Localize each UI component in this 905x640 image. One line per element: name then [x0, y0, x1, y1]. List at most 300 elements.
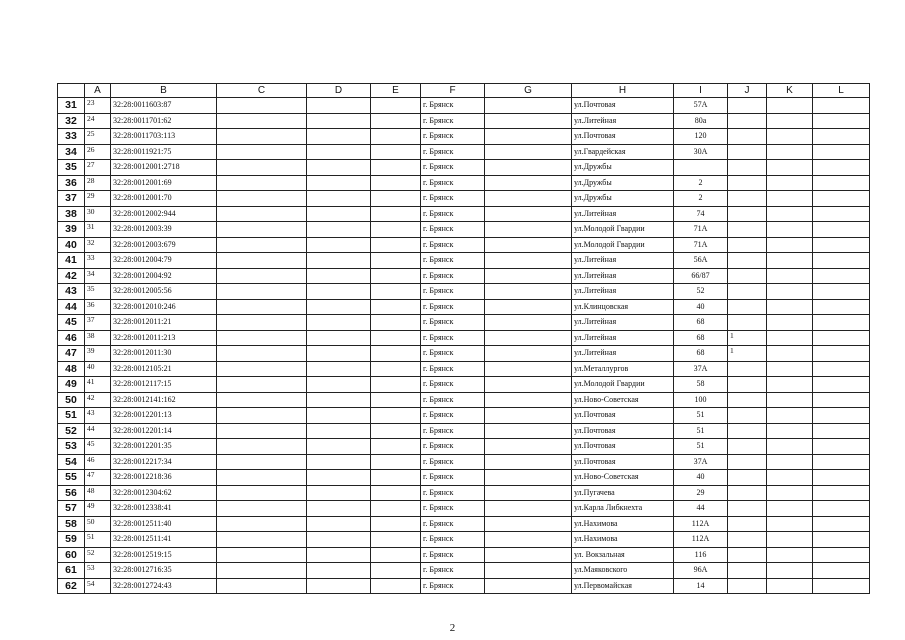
- row-number[interactable]: 32: [58, 113, 85, 129]
- column-header-k[interactable]: K: [767, 84, 813, 98]
- cell-l[interactable]: [813, 191, 870, 207]
- cell-e[interactable]: [371, 361, 421, 377]
- cell-a[interactable]: 40: [85, 361, 111, 377]
- cell-f[interactable]: г. Брянск: [421, 408, 485, 424]
- cell-h[interactable]: ул.Карла Либкнехта: [572, 501, 674, 517]
- cell-f[interactable]: г. Брянск: [421, 346, 485, 362]
- cell-j[interactable]: [728, 222, 767, 238]
- cell-i[interactable]: 74: [674, 206, 728, 222]
- row-number[interactable]: 51: [58, 408, 85, 424]
- cell-i[interactable]: 68: [674, 315, 728, 331]
- cell-b[interactable]: 32:28:0012218:36: [111, 470, 217, 486]
- cell-f[interactable]: г. Брянск: [421, 423, 485, 439]
- row-number[interactable]: 58: [58, 516, 85, 532]
- cell-f[interactable]: г. Брянск: [421, 361, 485, 377]
- cell-j[interactable]: [728, 113, 767, 129]
- cell-e[interactable]: [371, 423, 421, 439]
- cell-g[interactable]: [485, 485, 572, 501]
- cell-h[interactable]: ул.Молодой Гвардии: [572, 377, 674, 393]
- cell-k[interactable]: [767, 129, 813, 145]
- cell-i[interactable]: 2: [674, 175, 728, 191]
- cell-b[interactable]: 32:28:0012005:56: [111, 284, 217, 300]
- cell-d[interactable]: [307, 315, 371, 331]
- cell-i[interactable]: 100: [674, 392, 728, 408]
- cell-j[interactable]: [728, 470, 767, 486]
- cell-l[interactable]: [813, 501, 870, 517]
- cell-l[interactable]: [813, 129, 870, 145]
- cell-l[interactable]: [813, 377, 870, 393]
- row-number[interactable]: 45: [58, 315, 85, 331]
- cell-g[interactable]: [485, 113, 572, 129]
- cell-f[interactable]: г. Брянск: [421, 439, 485, 455]
- cell-f[interactable]: г. Брянск: [421, 175, 485, 191]
- cell-d[interactable]: [307, 144, 371, 160]
- cell-l[interactable]: [813, 578, 870, 594]
- cell-c[interactable]: [217, 454, 307, 470]
- cell-a[interactable]: 42: [85, 392, 111, 408]
- cell-b[interactable]: 32:28:0012002:944: [111, 206, 217, 222]
- cell-f[interactable]: г. Брянск: [421, 206, 485, 222]
- cell-e[interactable]: [371, 113, 421, 129]
- cell-l[interactable]: [813, 222, 870, 238]
- cell-k[interactable]: [767, 315, 813, 331]
- row-number[interactable]: 43: [58, 284, 85, 300]
- cell-i[interactable]: 37А: [674, 361, 728, 377]
- cell-d[interactable]: [307, 129, 371, 145]
- cell-h[interactable]: ул.Литейная: [572, 206, 674, 222]
- cell-k[interactable]: [767, 299, 813, 315]
- cell-b[interactable]: 32:28:0012105:21: [111, 361, 217, 377]
- cell-i[interactable]: 44: [674, 501, 728, 517]
- cell-l[interactable]: [813, 160, 870, 176]
- cell-k[interactable]: [767, 377, 813, 393]
- cell-g[interactable]: [485, 547, 572, 563]
- cell-e[interactable]: [371, 144, 421, 160]
- cell-e[interactable]: [371, 547, 421, 563]
- cell-g[interactable]: [485, 284, 572, 300]
- cell-c[interactable]: [217, 377, 307, 393]
- cell-f[interactable]: г. Брянск: [421, 144, 485, 160]
- cell-f[interactable]: г. Брянск: [421, 454, 485, 470]
- cell-d[interactable]: [307, 532, 371, 548]
- row-number[interactable]: 38: [58, 206, 85, 222]
- cell-k[interactable]: [767, 222, 813, 238]
- cell-h[interactable]: ул.Первомайская: [572, 578, 674, 594]
- cell-b[interactable]: 32:28:0012011:213: [111, 330, 217, 346]
- cell-e[interactable]: [371, 160, 421, 176]
- cell-l[interactable]: [813, 439, 870, 455]
- row-number[interactable]: 60: [58, 547, 85, 563]
- cell-i[interactable]: 56А: [674, 253, 728, 269]
- cell-h[interactable]: ул.Литейная: [572, 346, 674, 362]
- cell-l[interactable]: [813, 408, 870, 424]
- cell-g[interactable]: [485, 175, 572, 191]
- cell-f[interactable]: г. Брянск: [421, 501, 485, 517]
- cell-a[interactable]: 27: [85, 160, 111, 176]
- cell-i[interactable]: 57А: [674, 98, 728, 114]
- cell-b[interactable]: 32:28:0012141:162: [111, 392, 217, 408]
- cell-k[interactable]: [767, 563, 813, 579]
- cell-i[interactable]: 66/87: [674, 268, 728, 284]
- cell-b[interactable]: 32:28:0012201:35: [111, 439, 217, 455]
- cell-j[interactable]: [728, 253, 767, 269]
- row-number[interactable]: 36: [58, 175, 85, 191]
- cell-i[interactable]: 51: [674, 423, 728, 439]
- row-number[interactable]: 61: [58, 563, 85, 579]
- cell-g[interactable]: [485, 439, 572, 455]
- cell-c[interactable]: [217, 470, 307, 486]
- cell-b[interactable]: 32:28:0012001:69: [111, 175, 217, 191]
- cell-b[interactable]: 32:28:0012201:13: [111, 408, 217, 424]
- row-number[interactable]: 37: [58, 191, 85, 207]
- cell-a[interactable]: 26: [85, 144, 111, 160]
- cell-j[interactable]: [728, 501, 767, 517]
- cell-c[interactable]: [217, 392, 307, 408]
- cell-f[interactable]: г. Брянск: [421, 547, 485, 563]
- column-header-f[interactable]: F: [421, 84, 485, 98]
- cell-j[interactable]: [728, 547, 767, 563]
- cell-k[interactable]: [767, 439, 813, 455]
- cell-d[interactable]: [307, 516, 371, 532]
- cell-a[interactable]: 53: [85, 563, 111, 579]
- cell-h[interactable]: ул.Нахимова: [572, 532, 674, 548]
- cell-h[interactable]: ул.Дружбы: [572, 191, 674, 207]
- cell-l[interactable]: [813, 454, 870, 470]
- cell-h[interactable]: ул.Молодой Гвардии: [572, 222, 674, 238]
- cell-b[interactable]: 32:28:0012003:39: [111, 222, 217, 238]
- cell-a[interactable]: 41: [85, 377, 111, 393]
- cell-e[interactable]: [371, 563, 421, 579]
- corner-header[interactable]: [58, 84, 85, 98]
- cell-l[interactable]: [813, 532, 870, 548]
- cell-e[interactable]: [371, 439, 421, 455]
- cell-k[interactable]: [767, 578, 813, 594]
- cell-b[interactable]: 32:28:0012519:15: [111, 547, 217, 563]
- cell-f[interactable]: г. Брянск: [421, 578, 485, 594]
- cell-g[interactable]: [485, 377, 572, 393]
- cell-b[interactable]: 32:28:0012117:15: [111, 377, 217, 393]
- cell-k[interactable]: [767, 330, 813, 346]
- cell-c[interactable]: [217, 98, 307, 114]
- cell-d[interactable]: [307, 408, 371, 424]
- cell-l[interactable]: [813, 284, 870, 300]
- cell-g[interactable]: [485, 144, 572, 160]
- cell-d[interactable]: [307, 113, 371, 129]
- cell-b[interactable]: 32:28:0012511:41: [111, 532, 217, 548]
- cell-e[interactable]: [371, 175, 421, 191]
- cell-b[interactable]: 32:28:0011921:75: [111, 144, 217, 160]
- cell-h[interactable]: ул.Литейная: [572, 113, 674, 129]
- row-number[interactable]: 48: [58, 361, 85, 377]
- column-header-b[interactable]: B: [111, 84, 217, 98]
- cell-c[interactable]: [217, 222, 307, 238]
- cell-a[interactable]: 44: [85, 423, 111, 439]
- cell-d[interactable]: [307, 454, 371, 470]
- cell-j[interactable]: [728, 454, 767, 470]
- cell-d[interactable]: [307, 547, 371, 563]
- cell-k[interactable]: [767, 392, 813, 408]
- cell-g[interactable]: [485, 470, 572, 486]
- cell-g[interactable]: [485, 346, 572, 362]
- cell-a[interactable]: 29: [85, 191, 111, 207]
- cell-a[interactable]: 24: [85, 113, 111, 129]
- cell-l[interactable]: [813, 563, 870, 579]
- cell-g[interactable]: [485, 315, 572, 331]
- cell-j[interactable]: [728, 175, 767, 191]
- cell-b[interactable]: 32:28:0012511:40: [111, 516, 217, 532]
- cell-b[interactable]: 32:28:0012011:30: [111, 346, 217, 362]
- cell-b[interactable]: 32:28:0012010:246: [111, 299, 217, 315]
- cell-i[interactable]: 40: [674, 470, 728, 486]
- cell-l[interactable]: [813, 98, 870, 114]
- cell-c[interactable]: [217, 563, 307, 579]
- cell-j[interactable]: [728, 299, 767, 315]
- cell-d[interactable]: [307, 563, 371, 579]
- cell-j[interactable]: [728, 578, 767, 594]
- cell-d[interactable]: [307, 346, 371, 362]
- cell-e[interactable]: [371, 516, 421, 532]
- cell-j[interactable]: [728, 563, 767, 579]
- cell-c[interactable]: [217, 253, 307, 269]
- cell-c[interactable]: [217, 532, 307, 548]
- cell-b[interactable]: 32:28:0012217:34: [111, 454, 217, 470]
- row-number[interactable]: 46: [58, 330, 85, 346]
- cell-k[interactable]: [767, 346, 813, 362]
- cell-i[interactable]: 51: [674, 408, 728, 424]
- cell-e[interactable]: [371, 330, 421, 346]
- cell-f[interactable]: г. Брянск: [421, 98, 485, 114]
- cell-e[interactable]: [371, 191, 421, 207]
- column-header-e[interactable]: E: [371, 84, 421, 98]
- cell-a[interactable]: 52: [85, 547, 111, 563]
- cell-c[interactable]: [217, 160, 307, 176]
- cell-e[interactable]: [371, 315, 421, 331]
- cell-f[interactable]: г. Брянск: [421, 113, 485, 129]
- cell-g[interactable]: [485, 454, 572, 470]
- cell-d[interactable]: [307, 501, 371, 517]
- cell-d[interactable]: [307, 361, 371, 377]
- cell-g[interactable]: [485, 516, 572, 532]
- cell-a[interactable]: 50: [85, 516, 111, 532]
- cell-b[interactable]: 32:28:0012004:92: [111, 268, 217, 284]
- cell-k[interactable]: [767, 454, 813, 470]
- cell-f[interactable]: г. Брянск: [421, 485, 485, 501]
- cell-f[interactable]: г. Брянск: [421, 253, 485, 269]
- cell-f[interactable]: г. Брянск: [421, 315, 485, 331]
- cell-c[interactable]: [217, 237, 307, 253]
- cell-a[interactable]: 49: [85, 501, 111, 517]
- cell-f[interactable]: г. Брянск: [421, 299, 485, 315]
- cell-h[interactable]: ул.Дружбы: [572, 160, 674, 176]
- row-number[interactable]: 42: [58, 268, 85, 284]
- cell-b[interactable]: 32:28:0011703:113: [111, 129, 217, 145]
- cell-i[interactable]: 68: [674, 346, 728, 362]
- cell-i[interactable]: 14: [674, 578, 728, 594]
- cell-k[interactable]: [767, 253, 813, 269]
- cell-c[interactable]: [217, 578, 307, 594]
- cell-a[interactable]: 33: [85, 253, 111, 269]
- cell-f[interactable]: г. Брянск: [421, 392, 485, 408]
- cell-e[interactable]: [371, 485, 421, 501]
- cell-c[interactable]: [217, 113, 307, 129]
- cell-a[interactable]: 32: [85, 237, 111, 253]
- cell-a[interactable]: 43: [85, 408, 111, 424]
- cell-b[interactable]: 32:28:0012001:70: [111, 191, 217, 207]
- cell-k[interactable]: [767, 284, 813, 300]
- column-header-d[interactable]: D: [307, 84, 371, 98]
- cell-d[interactable]: [307, 237, 371, 253]
- cell-j[interactable]: [728, 98, 767, 114]
- cell-j[interactable]: [728, 485, 767, 501]
- cell-h[interactable]: ул.Молодой Гвардии: [572, 237, 674, 253]
- cell-a[interactable]: 31: [85, 222, 111, 238]
- cell-j[interactable]: 1: [728, 330, 767, 346]
- cell-e[interactable]: [371, 268, 421, 284]
- cell-e[interactable]: [371, 299, 421, 315]
- cell-e[interactable]: [371, 237, 421, 253]
- cell-d[interactable]: [307, 439, 371, 455]
- cell-i[interactable]: 37А: [674, 454, 728, 470]
- cell-c[interactable]: [217, 330, 307, 346]
- cell-g[interactable]: [485, 408, 572, 424]
- cell-c[interactable]: [217, 299, 307, 315]
- cell-d[interactable]: [307, 98, 371, 114]
- cell-c[interactable]: [217, 268, 307, 284]
- cell-k[interactable]: [767, 408, 813, 424]
- cell-j[interactable]: 1: [728, 346, 767, 362]
- cell-b[interactable]: 32:28:0012338:41: [111, 501, 217, 517]
- cell-i[interactable]: 116: [674, 547, 728, 563]
- cell-b[interactable]: 32:28:0012001:2718: [111, 160, 217, 176]
- cell-a[interactable]: 48: [85, 485, 111, 501]
- cell-a[interactable]: 51: [85, 532, 111, 548]
- row-number[interactable]: 40: [58, 237, 85, 253]
- cell-a[interactable]: 37: [85, 315, 111, 331]
- cell-l[interactable]: [813, 268, 870, 284]
- cell-c[interactable]: [217, 346, 307, 362]
- cell-a[interactable]: 36: [85, 299, 111, 315]
- cell-a[interactable]: 39: [85, 346, 111, 362]
- cell-i[interactable]: 52: [674, 284, 728, 300]
- cell-l[interactable]: [813, 470, 870, 486]
- cell-g[interactable]: [485, 501, 572, 517]
- cell-c[interactable]: [217, 501, 307, 517]
- cell-e[interactable]: [371, 501, 421, 517]
- cell-i[interactable]: 29: [674, 485, 728, 501]
- cell-j[interactable]: [728, 516, 767, 532]
- cell-h[interactable]: ул.Литейная: [572, 315, 674, 331]
- cell-g[interactable]: [485, 299, 572, 315]
- cell-g[interactable]: [485, 237, 572, 253]
- row-number[interactable]: 59: [58, 532, 85, 548]
- cell-d[interactable]: [307, 284, 371, 300]
- cell-i[interactable]: 96А: [674, 563, 728, 579]
- cell-j[interactable]: [728, 144, 767, 160]
- cell-k[interactable]: [767, 532, 813, 548]
- cell-l[interactable]: [813, 330, 870, 346]
- cell-g[interactable]: [485, 330, 572, 346]
- cell-a[interactable]: 28: [85, 175, 111, 191]
- cell-a[interactable]: 46: [85, 454, 111, 470]
- cell-d[interactable]: [307, 253, 371, 269]
- cell-c[interactable]: [217, 439, 307, 455]
- cell-k[interactable]: [767, 547, 813, 563]
- cell-l[interactable]: [813, 485, 870, 501]
- cell-c[interactable]: [217, 175, 307, 191]
- cell-j[interactable]: [728, 237, 767, 253]
- row-number[interactable]: 52: [58, 423, 85, 439]
- cell-f[interactable]: г. Брянск: [421, 284, 485, 300]
- cell-h[interactable]: ул.Литейная: [572, 253, 674, 269]
- cell-e[interactable]: [371, 253, 421, 269]
- cell-b[interactable]: 32:28:0012011:21: [111, 315, 217, 331]
- cell-c[interactable]: [217, 284, 307, 300]
- cell-h[interactable]: ул. Вокзальная: [572, 547, 674, 563]
- cell-f[interactable]: г. Брянск: [421, 160, 485, 176]
- cell-l[interactable]: [813, 423, 870, 439]
- cell-k[interactable]: [767, 501, 813, 517]
- cell-h[interactable]: ул.Маяковского: [572, 563, 674, 579]
- cell-e[interactable]: [371, 98, 421, 114]
- cell-i[interactable]: 2: [674, 191, 728, 207]
- cell-c[interactable]: [217, 423, 307, 439]
- cell-a[interactable]: 54: [85, 578, 111, 594]
- cell-k[interactable]: [767, 191, 813, 207]
- cell-h[interactable]: ул.Почтовая: [572, 454, 674, 470]
- cell-a[interactable]: 38: [85, 330, 111, 346]
- cell-a[interactable]: 30: [85, 206, 111, 222]
- column-header-i[interactable]: I: [674, 84, 728, 98]
- cell-i[interactable]: 30А: [674, 144, 728, 160]
- cell-e[interactable]: [371, 454, 421, 470]
- column-header-a[interactable]: A: [85, 84, 111, 98]
- cell-d[interactable]: [307, 191, 371, 207]
- cell-j[interactable]: [728, 315, 767, 331]
- cell-i[interactable]: 71А: [674, 237, 728, 253]
- cell-e[interactable]: [371, 346, 421, 362]
- cell-e[interactable]: [371, 392, 421, 408]
- cell-h[interactable]: ул.Металлургов: [572, 361, 674, 377]
- cell-g[interactable]: [485, 222, 572, 238]
- cell-j[interactable]: [728, 532, 767, 548]
- cell-e[interactable]: [371, 377, 421, 393]
- cell-h[interactable]: ул.Нахимова: [572, 516, 674, 532]
- cell-h[interactable]: ул.Почтовая: [572, 408, 674, 424]
- cell-l[interactable]: [813, 547, 870, 563]
- cell-i[interactable]: 58: [674, 377, 728, 393]
- cell-k[interactable]: [767, 160, 813, 176]
- cell-d[interactable]: [307, 485, 371, 501]
- cell-i[interactable]: 71А: [674, 222, 728, 238]
- cell-e[interactable]: [371, 284, 421, 300]
- cell-f[interactable]: г. Брянск: [421, 330, 485, 346]
- cell-b[interactable]: 32:28:0011603:87: [111, 98, 217, 114]
- cell-c[interactable]: [217, 361, 307, 377]
- cell-g[interactable]: [485, 268, 572, 284]
- cell-h[interactable]: ул.Почтовая: [572, 439, 674, 455]
- cell-d[interactable]: [307, 470, 371, 486]
- cell-h[interactable]: ул.Литейная: [572, 330, 674, 346]
- cell-b[interactable]: 32:28:0012201:14: [111, 423, 217, 439]
- cell-h[interactable]: ул.Почтовая: [572, 98, 674, 114]
- cell-d[interactable]: [307, 578, 371, 594]
- cell-h[interactable]: ул.Гвардейская: [572, 144, 674, 160]
- cell-f[interactable]: г. Брянск: [421, 129, 485, 145]
- cell-h[interactable]: ул.Пугачева: [572, 485, 674, 501]
- cell-g[interactable]: [485, 423, 572, 439]
- cell-h[interactable]: ул.Ново-Советская: [572, 392, 674, 408]
- cell-j[interactable]: [728, 377, 767, 393]
